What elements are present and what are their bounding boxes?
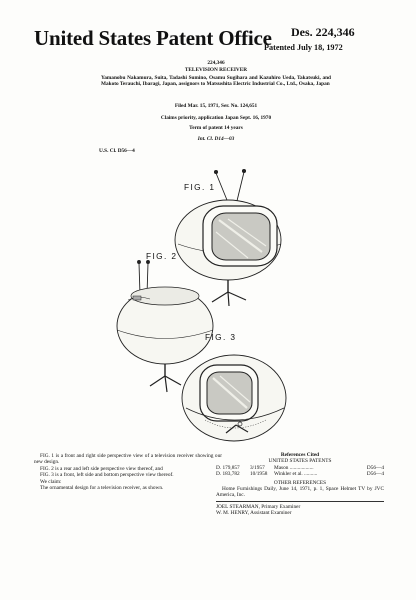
references-heading: References Cited [280,452,320,458]
int-cl-text: Int. Cl. D14—03 [197,136,235,142]
fig-2-label: FIG. 2 [146,251,178,261]
term-text: Term of patent 14 years [189,125,243,131]
reference-date: 10/1958 [250,471,268,478]
reference-number: D. 179,857 [216,464,240,471]
priority-text: Claims priority, application Japan Sept. 16, 1970 [160,115,272,121]
reference-name: Winkler et al. .......... [274,471,318,478]
references-column [216,452,384,517]
reference-name: Mason .................. [274,464,314,471]
other-references-heading: OTHER REFERENCES [273,479,327,486]
filed-text: Filed Mar. 15, 1971, Ser. No. 124,651 [174,103,258,109]
fig-3-description: FIG. 3 is a front, left side and bottom perspective view thereof. [40,472,174,479]
figure-3-drawing [182,355,286,441]
office-title: United States Patent Office [34,26,272,50]
inventors-text: Yamanobu Nakamura, Suita, Tadashi Sumino, Osamu Sugihara and Kazuhiro Ueda, Takatsuki, and Makoto Terauchi, Ibaragi, Japan, assignors to Matsushita Electric Industrial Co., Ltd., Osaka, Japan [101,75,331,88]
claim-text: The ornamental design for a television receiver, as shown. [40,485,164,492]
us-cl-text: U.S. Cl. D56—4 [99,148,135,154]
reference-row [216,471,384,477]
us-patents-heading: UNITED STATES PATENTS [268,458,332,465]
other-reference-text: Home Furnishings Daily, June 14, 1971, p. 1, Space Helmet TV by JVC America, Inc. [216,486,384,499]
examiner-divider [216,501,384,502]
reference-date: 3/1957 [250,464,265,471]
primary-examiner: JOEL STEARMAN, Primary Examiner [216,503,301,510]
front-title: TELEVISION RECEIVER [184,67,248,73]
fig-1-label: FIG. 1 [184,182,216,192]
fig-1-description: FIG. 1 is a front and right side perspective view of a television receiver showing our new design. [34,453,222,466]
fig-2-description: FIG. 2 is a rear and left side perspective view thereof, and [40,465,163,472]
patent-date: Patented July 18, 1972 [264,43,343,52]
reference-number: D. 183,782 [216,471,240,478]
front-number: 224,346 [207,60,225,66]
assistant-examiner: W. M. HENRY, Assistant Examiner [216,510,292,517]
reference-class: D56—4 [366,464,384,471]
description-column [34,453,222,491]
claim-intro: We claim: [40,478,62,485]
reference-class: D56—4 [366,471,384,478]
patent-number: Des. 224,346 [291,25,355,39]
fig-3-label: FIG. 3 [205,332,237,342]
